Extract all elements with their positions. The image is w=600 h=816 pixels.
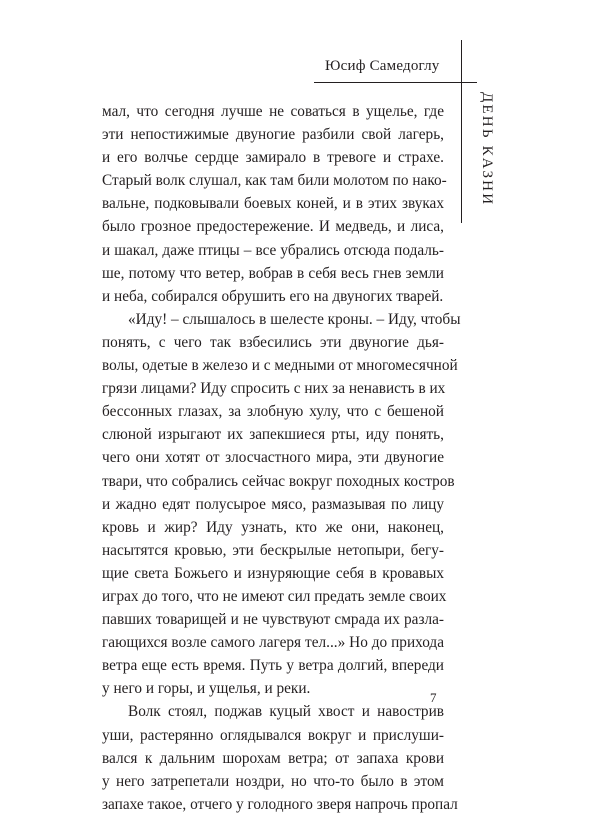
header-horizontal-rule bbox=[314, 82, 477, 83]
text-line: уши, растерянно оглядывался вокруг и прислуши- bbox=[102, 726, 444, 744]
text-line: играх до того, что не имеют сил предать земле своих bbox=[102, 587, 447, 605]
text-line: волы, одетые в железо и с медными от многомесячной bbox=[102, 357, 458, 375]
text-line: кровь и жир? Иду узнать, кто же они, наконец, bbox=[102, 518, 444, 536]
text-line: твари, что собрались сейчас вокруг походных костров bbox=[102, 472, 455, 490]
header-vertical-rule bbox=[461, 40, 462, 223]
body-text bbox=[102, 100, 461, 816]
text-line: и его волчье сердце замирало в тревоге и страхе. bbox=[102, 149, 444, 167]
text-line: насытятся кровью, эти бескрылые нетопыри, бегу- bbox=[102, 541, 444, 559]
text-line: вался к дальним шорохам ветра; от запаха крови bbox=[102, 749, 444, 767]
text-line: у него и горы, и ущелья, и реки. bbox=[102, 680, 311, 698]
text-line: Старый волк слушал, как там били молотом по нако- bbox=[102, 172, 447, 190]
text-line: щие света Божьего и изнуряющие себя в кровавых bbox=[102, 564, 444, 582]
text-line: павших товарищей и не чувствуют смрада их разла- bbox=[102, 611, 444, 629]
text-line: грязи лицами? Иду спросить с них за ненависть в их bbox=[102, 380, 446, 398]
text-line: было грозное предостережение. И медведь, и лиса, bbox=[102, 218, 444, 236]
text-line: у него затрепетали ноздри, но что-то было в этом bbox=[102, 772, 444, 790]
text-line: ветра еще есть время. Путь у ветра долгий, впереди bbox=[102, 657, 444, 675]
page-number: 7 bbox=[430, 690, 437, 705]
text-line: слюной изрыгают их запекшиеся рты, иду понять, bbox=[102, 426, 444, 444]
text-line: понять, с чего так взбесились эти двуногие дья- bbox=[102, 333, 444, 351]
text-line: «Иду! – слышалось в шелесте кроны. – Иду, чтобы bbox=[128, 310, 461, 328]
text-line: запахе такое, отчего у голодного зверя напрочь пропал bbox=[102, 795, 458, 813]
running-head-title: ДЕНЬ КАЗНИ bbox=[479, 92, 495, 207]
text-line: и шакал, даже птицы – все убрались отсюда подаль- bbox=[102, 241, 444, 259]
text-line: чего они хотят от злосчастного мира, эти двуногие bbox=[102, 449, 444, 467]
text-line: Волк стоял, поджав куцый хвост и навострив bbox=[128, 703, 444, 721]
text-line: и неба, собирался обрушить его на двуногих тварей. bbox=[102, 287, 444, 305]
text-line: вальне, подковывали боевых коней, и в этих звуках bbox=[102, 195, 444, 213]
text-line: и жадно едят полусырое мясо, размазывая по лицу bbox=[102, 495, 444, 513]
running-head-author: Юсиф Самедоглу bbox=[325, 58, 440, 74]
text-line: бессонных глазах, за злобную хулу, что с бешеной bbox=[102, 403, 444, 421]
text-line: эти непостижимые двуногие разбили свой лагерь, bbox=[102, 126, 444, 144]
text-line: гающихся возле самого лагеря тел...» Но до прихода bbox=[102, 634, 444, 652]
text-line: мал, что сегодня лучше не соваться в ущелье, где bbox=[102, 103, 444, 120]
text-line: ше, потому что ветер, вобрав в себя весь гнев земли bbox=[102, 264, 444, 282]
